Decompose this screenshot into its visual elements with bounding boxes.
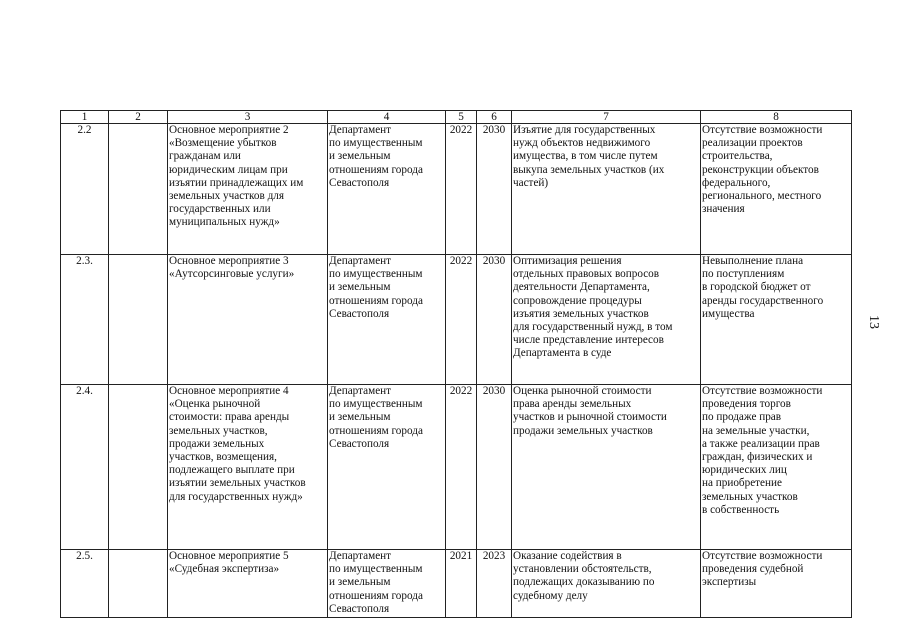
column-number: 2 bbox=[109, 111, 168, 124]
event-name: Основное мероприятие 5 «Судебная экспертиза» bbox=[168, 550, 328, 618]
column-number: 4 bbox=[328, 111, 446, 124]
end-year: 2023 bbox=[477, 550, 512, 618]
measures-table bbox=[60, 110, 852, 618]
start-year: 2022 bbox=[446, 124, 477, 255]
row-number: 2.5. bbox=[61, 550, 109, 618]
start-year: 2022 bbox=[446, 255, 477, 385]
consequence: Отсутствие возможности реализации проектов строительства, реконструкции объектов федерального, регионального, местного значения bbox=[701, 124, 852, 255]
column-number: 3 bbox=[168, 111, 328, 124]
column-number: 7 bbox=[512, 111, 701, 124]
expected-result: Оптимизация решения отдельных правовых вопросов деятельности Департамента, сопровождение процедуры изъятия земельных участков для государственный нужд, в том числе представление интересов Департамента в суде bbox=[512, 255, 701, 385]
consequence: Отсутствие возможности проведения судебной экспертизы bbox=[701, 550, 852, 618]
table-row bbox=[61, 550, 852, 618]
table-row bbox=[61, 124, 852, 255]
executor: Департамент по имущественным и земельным отношениям города Севастополя bbox=[328, 385, 446, 550]
empty-cell bbox=[109, 550, 168, 618]
table-row bbox=[61, 255, 852, 385]
end-year: 2030 bbox=[477, 255, 512, 385]
consequence: Невыполнение плана по поступлениям в городской бюджет от аренды государственного имущества bbox=[701, 255, 852, 385]
page-number: 13 bbox=[866, 315, 881, 329]
column-number: 5 bbox=[446, 111, 477, 124]
empty-cell bbox=[109, 255, 168, 385]
expected-result: Оказание содействия в установлении обстоятельств, подлежащих доказыванию по судебному делу bbox=[512, 550, 701, 618]
end-year: 2030 bbox=[477, 124, 512, 255]
table-row bbox=[61, 385, 852, 550]
start-year: 2022 bbox=[446, 385, 477, 550]
row-number: 2.3. bbox=[61, 255, 109, 385]
event-name: Основное мероприятие 4 «Оценка рыночной стоимости: права аренды земельных участков, продажи земельных участков, возмещения, подлежащего выплате при изъятии земельных участков для государственных нужд» bbox=[168, 385, 328, 550]
column-number: 6 bbox=[477, 111, 512, 124]
expected-result: Оценка рыночной стоимости права аренды земельных участков и рыночной стоимости продажи земельных участков bbox=[512, 385, 701, 550]
executor: Департамент по имущественным и земельным отношениям города Севастополя bbox=[328, 255, 446, 385]
empty-cell bbox=[109, 124, 168, 255]
column-number-row bbox=[61, 111, 852, 124]
column-number: 8 bbox=[701, 111, 852, 124]
row-number: 2.4. bbox=[61, 385, 109, 550]
event-name: Основное мероприятие 2 «Возмещение убытков гражданам или юридическим лицам при изъятии принадлежащих им земельных участков для государственных или муниципальных нужд» bbox=[168, 124, 328, 255]
consequence: Отсутствие возможности проведения торгов по продаже прав на земельные участки, а также реализации прав граждан, физических и юридических лиц на приобретение земельных участков в собственность bbox=[701, 385, 852, 550]
event-name: Основное мероприятие 3 «Аутсорсинговые услуги» bbox=[168, 255, 328, 385]
empty-cell bbox=[109, 385, 168, 550]
end-year: 2030 bbox=[477, 385, 512, 550]
column-number: 1 bbox=[61, 111, 109, 124]
start-year: 2021 bbox=[446, 550, 477, 618]
executor: Департамент по имущественным и земельным отношениям города Севастополя bbox=[328, 124, 446, 255]
executor: Департамент по имущественным и земельным отношениям города Севастополя bbox=[328, 550, 446, 618]
expected-result: Изъятие для государственных нужд объектов недвижимого имущества, в том числе путем выкупа земельных участков (их частей) bbox=[512, 124, 701, 255]
row-number: 2.2 bbox=[61, 124, 109, 255]
